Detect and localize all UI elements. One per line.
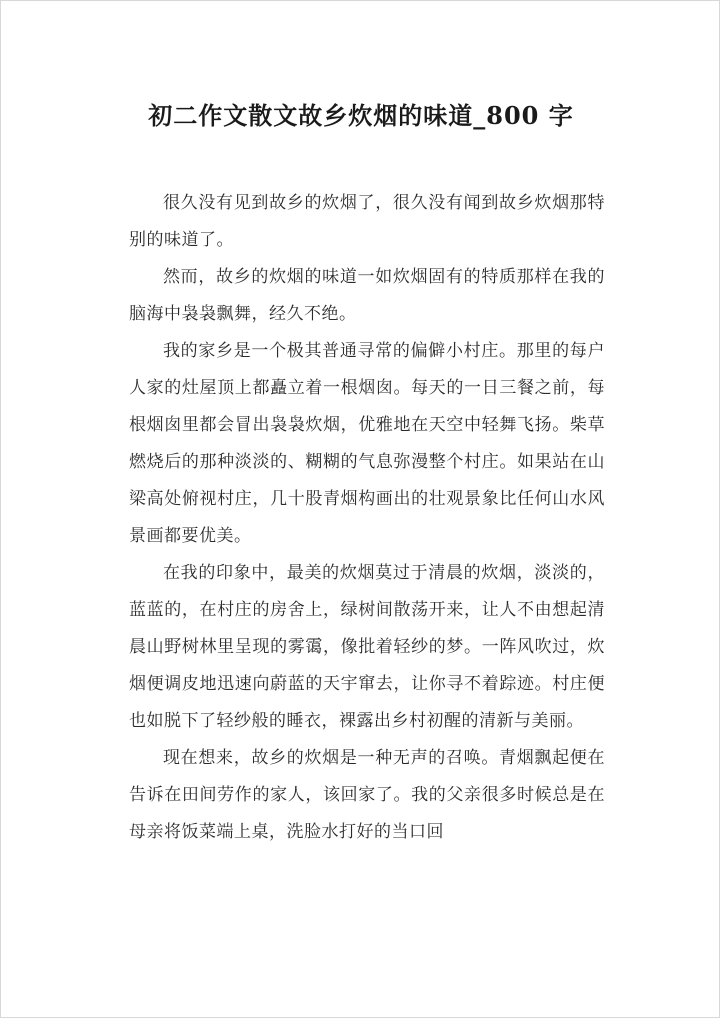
paragraph: 很久没有见到故乡的炊烟了，很久没有闻到故乡炊烟那特别的味道了。 <box>129 193 605 250</box>
paragraph: 现在想来，故乡的炊烟是一种无声的召唤。青烟飘起便在告诉在田间劳作的家人，该回家了。我的父亲很多时候总是在母亲将饭菜端上桌，洗脸水打好的当口回 <box>129 748 605 842</box>
paragraph: 然而，故乡的炊烟的味道一如炊烟固有的特质那样在我的脑海中袅袅飘舞，经久不绝。 <box>129 267 605 324</box>
paragraph: 我的家乡是一个极其普通寻常的偏僻小村庄。那里的每户人家的灶屋顶上都矗立着一根烟囱。每天的一日三餐之前，每根烟囱里都会冒出袅袅炊烟，优雅地在天空中轻舞飞扬。柴草燃烧后的那种淡淡的、糊糊的气息弥漫整个村庄。如果站在山梁高处俯视村庄，几十股青烟构画出的壮观景象比任何山水风景画都要优美。 <box>129 341 605 546</box>
document-body <box>129 185 605 851</box>
paragraph: 在我的印象中，最美的炊烟莫过于清晨的炊烟，淡淡的，蓝蓝的，在村庄的房舍上，绿树间散荡开来，让人不由想起清晨山野树林里呈现的雾霭，像批着轻纱的梦。一阵风吹过，炊烟便调皮地迅速向蔚蓝的天宇窜去，让你寻不着踪迹。村庄便也如脱下了轻纱般的睡衣，裸露出乡村初醒的清新与美丽。 <box>129 563 605 731</box>
document-title: 初二作文散文故乡炊烟的味道_800 字 <box>148 101 574 130</box>
